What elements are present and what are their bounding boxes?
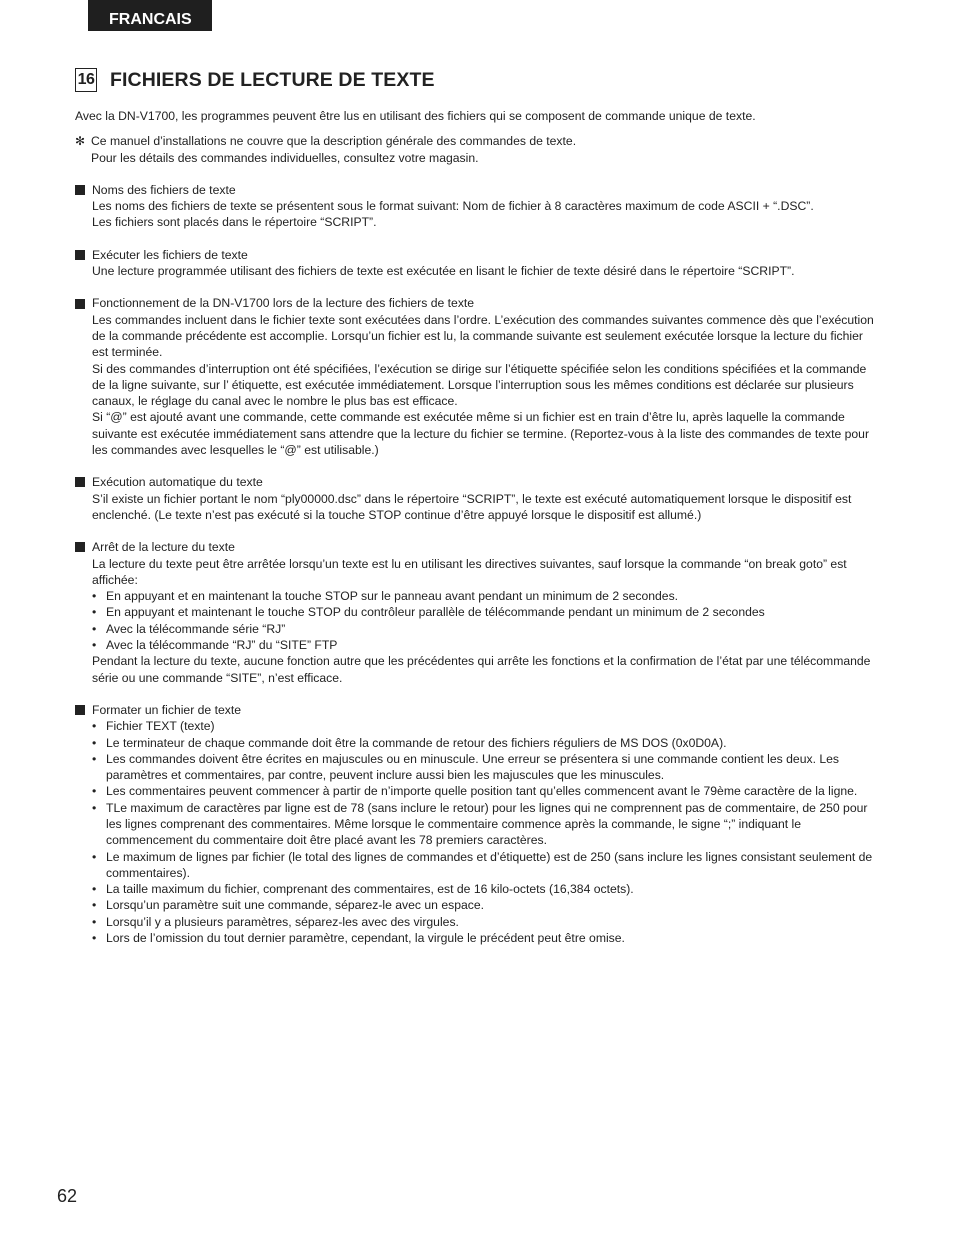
block-body [75, 198, 878, 231]
page-number: 62 [57, 1186, 78, 1206]
list-item: • Lorsqu’il y a plusieurs paramètres, séparez-les avec des virgules. [92, 914, 878, 930]
section-block-auto-execution [75, 474, 878, 523]
section-block-stop-reading [75, 539, 878, 686]
square-bullet-icon [75, 250, 85, 260]
list-item: • Avec la télécommande série “RJ” [92, 621, 878, 637]
paragraph: Pendant la lecture du texte, aucune fonction autre que les précédentes qui arrête les fonctions et la confirmation de l’état par une télécommande série ou une commande “SITE”, n’est efficace. [92, 654, 871, 685]
block-body [75, 556, 878, 686]
list-item: • Fichier TEXT (texte) [92, 718, 878, 734]
list-item: • En appuyant et maintenant le touche STOP du contrôleur parallèle de télécommande pendant un minimum de 2 secondes [92, 604, 878, 620]
block-body [75, 718, 878, 946]
square-bullet-icon [75, 705, 85, 715]
block-heading [75, 247, 878, 263]
list-item: • Les commandes doivent être écrites en majuscules ou en minuscule. Une erreur se présentera si une commande contient les deux. Les paramètres et commentaires, par contre, peuvent inclure aussi bien les majuscules que les minuscules. [92, 751, 878, 784]
list-item: • La taille maximum du fichier, comprenant des commentaires, est de 16 kilo-octets (16,384 octets). [92, 881, 878, 897]
square-bullet-icon [75, 185, 85, 195]
paragraph: Les commandes incluent dans le fichier texte sont exécutées dans l’ordre. L’exécution des commandes suivantes commence dès que l’exécution de la commande précédente est accomplie. Lorsqu’un fichier est lu, la commande suivante est seulement exécutée lorsque la lecture du fichier est terminée. [92, 312, 874, 360]
block-title: Exécution automatique du texte [92, 475, 263, 490]
section-heading [75, 67, 435, 93]
block-heading [75, 539, 878, 555]
list-item: • Lorsqu’un paramètre suit une commande, séparez-le avec un espace. [92, 897, 878, 913]
block-heading [75, 702, 878, 718]
paragraph: Une lecture programmée utilisant des fichiers de texte est exécutée en lisant le fichier de texte désiré dans le répertoire “SCRIPT”. [92, 264, 795, 279]
list-item: • En appuyant et en maintenant la touche STOP sur le panneau avant pendant un minimum de 2 secondes. [92, 588, 878, 604]
section-number-box: 16 [75, 68, 97, 92]
square-bullet-icon [75, 477, 85, 487]
section-block-operation [75, 295, 878, 458]
square-bullet-icon [75, 542, 85, 552]
paragraph: La lecture du texte peut être arrêtée lorsqu’un texte est lu en utilisant les directives suivantes, sauf lorsque la commande “on break goto” est affichée: [92, 556, 847, 587]
section-block-format-file [75, 702, 878, 946]
list-item: • TLe maximum de caractères par ligne est de 78 (sans inclure le retour) pour les lignes qui ne comprennent pas de commentaire, de 250 pour les lignes comprenant des commentaires. Même lorsque le commentaire commence après la commande, le signe “;” indiquant le commencement du commentaire doit être placé avant les 78 premiers caractères. [92, 800, 878, 849]
list-item: • Le terminateur de chaque commande doit être la commande de retour des fichiers réguliers de MS DOS (0x0D0A). [92, 735, 878, 751]
list-item: • Avec la télécommande “RJ” du “SITE” FTP [92, 637, 878, 653]
note [75, 133, 878, 166]
block-body [75, 263, 878, 279]
block-body [75, 312, 878, 459]
square-bullet-icon [75, 299, 85, 309]
block-title: Fonctionnement de la DN-V1700 lors de la lecture des fichiers de texte [92, 296, 475, 311]
page-content [75, 108, 878, 946]
paragraph: S’il existe un fichier portant le nom “ply00000.dsc” dans le répertoire “SCRIPT”, le texte est exécuté automatiquement lorsque le dispositif est enclenché. (Le texte n’est pas exécuté si la touche STOP continue d’être appuyé lorsque le dispositif est allumé.) [92, 491, 852, 522]
paragraph: Si “@” est ajouté avant une commande, cette commande est exécutée même si un fichier est en train d’être lu, après laquelle la commande suivante est exécutée immédiatement sans attendre que la lecture du fichier se termine. (Reportez-vous à la liste des commandes de texte pour les commandes avec lesquelles le “@” est utilisable.) [92, 410, 870, 458]
note-text [91, 133, 576, 166]
block-title: Formater un fichier de texte [92, 702, 242, 717]
block-title: Exécuter les fichiers de texte [92, 247, 248, 262]
note-line: Ce manuel d’installations ne couvre que la description générale des commandes de texte. [91, 134, 577, 149]
intro-paragraph: Avec la DN-V1700, les programmes peuvent être lus en utilisant des fichiers qui se composent de commande unique de texte. [75, 109, 756, 123]
language-tab: FRANCAIS [88, 0, 212, 31]
bullet-list [92, 718, 878, 946]
section-block-file-names [75, 182, 878, 231]
section-title: FICHIERS DE LECTURE DE TEXTE [110, 68, 435, 91]
block-heading [75, 295, 878, 311]
list-item: • Le maximum de lignes par fichier (le total des lignes de commandes et d’étiquette) est de 250 (sans inclure les lignes consistant seulement de commentaires). [92, 849, 878, 882]
block-title: Arrêt de la lecture du texte [92, 540, 235, 555]
block-heading [75, 474, 878, 490]
asterisk-icon: ✻ [75, 134, 86, 149]
block-title: Noms des fichiers de texte [92, 182, 236, 197]
block-body [75, 491, 878, 524]
list-item: • Les commentaires peuvent commencer à partir de n’importe quelle position tant qu’elles commencent avant le 79ème caractère de la ligne. [92, 783, 878, 799]
block-heading [75, 182, 878, 198]
paragraph: Les noms des fichiers de texte se présentent sous le format suivant: Nom de fichier à 8 caractères maximum de code ASCII + “.DSC”. [92, 199, 814, 214]
note-line: Pour les détails des commandes individuelles, consultez votre magasin. [91, 150, 479, 165]
bullet-list [92, 588, 878, 653]
paragraph: Les fichiers sont placés dans le répertoire “SCRIPT”. [92, 215, 377, 230]
section-block-execute-files [75, 247, 878, 280]
list-item: • Lors de l’omission du tout dernier paramètre, cependant, la virgule le précédent peut être omise. [92, 930, 878, 946]
paragraph: Si des commandes d’interruption ont été spécifiées, l’exécution se dirige sur l’étiquette spécifiée selon les conditions spécifiées et la commande de la ligne suivante, sur l’ étiquette, est exécutée immédiatement. Lorsque l’interruption sous les mêmes conditions est déclarée sur plusieurs canaux, le réglage du canal avec le nombre le plus bas est efficace. [92, 361, 867, 409]
